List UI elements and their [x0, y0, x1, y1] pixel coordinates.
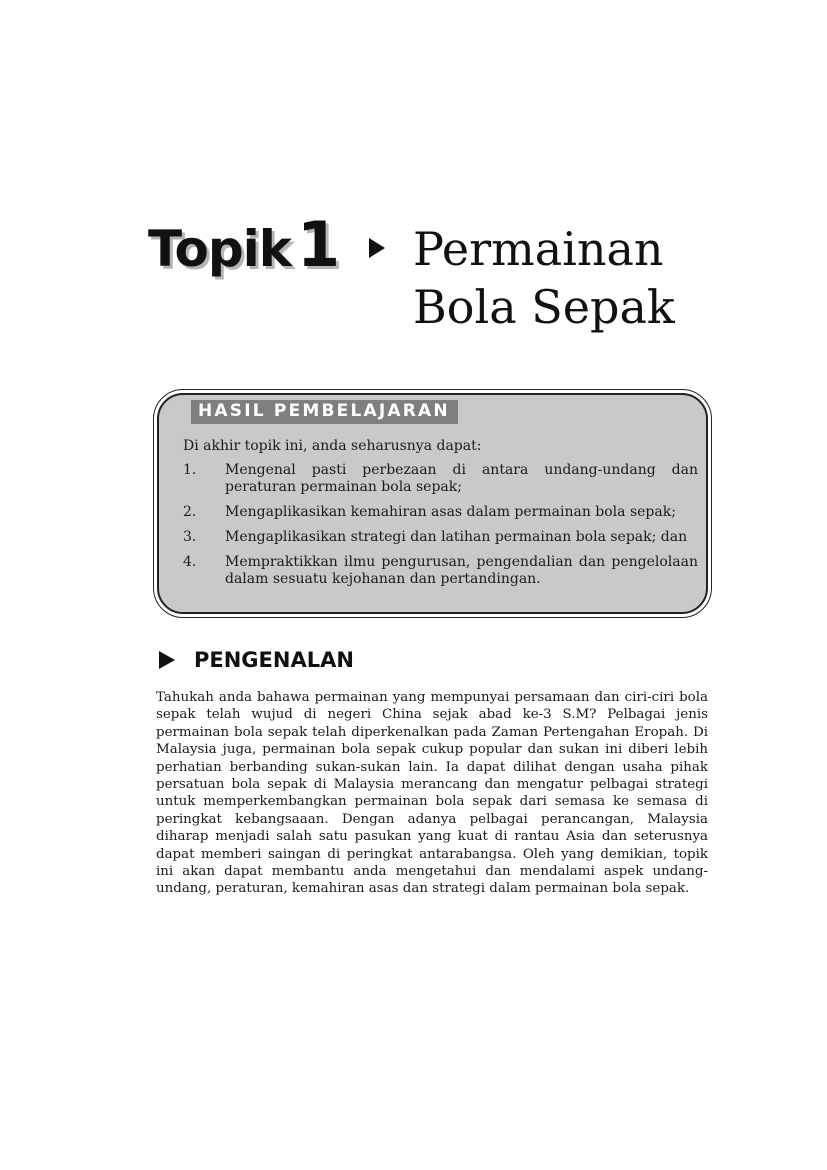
- list-item: [183, 462, 698, 496]
- section-title: PENGENALAN: [194, 648, 354, 672]
- list-item-text: Mengaplikasikan strategi dan latihan permainan bola sepak; dan: [225, 529, 688, 545]
- list-item-number: 3.: [183, 529, 197, 545]
- topic-label: [148, 208, 341, 281]
- learning-outcomes-intro: Di akhir topik ini, anda seharusnya dapat:: [183, 438, 482, 454]
- page-title-line-2: Bola Sepak: [413, 280, 675, 334]
- list-item-text: Mengaplikasikan kemahiran asas dalam permainan bola sepak;: [225, 504, 676, 520]
- list-item: [183, 504, 698, 521]
- learning-outcomes-panel: [157, 393, 708, 614]
- triangle-right-icon: [159, 651, 175, 669]
- intro-paragraph: Tahukah anda bahawa permainan yang mempunyai persamaan dan ciri-ciri bola sepak telah wujud di negeri China sejak abad ke-3 S.M? Pelbagai jenis permainan bola sepak telah diperkenalkan pada Zaman Pertengahan Eropah. Di Malaysia juga, permainan bola sepak cukup popular dan sukan ini diberi lebih perhatian berbanding sukan-sukan lain. Ia dapat dilihat dengan usaha pihak persatuan bola sepak di Malaysia merancang dan mengatur pelbagai strategi untuk memperkembangkan permainan bola sepak dari semasa ke semasa di peringkat kebangsaaan. Dengan adanya pelbagai perancangan, Malaysia diharap menjadi salah satu pasukan yang kuat di rantau Asia dan seterusnya dapat memberi saingan di peringkat antarabangsa. Oleh yang demikian, topik ini akan dapat membantu anda mengetahui dan mendalami aspek undang-undang, peraturan, kemahiran asas dan strategi dalam permainan bola sepak.: [156, 690, 708, 897]
- list-item: [183, 529, 698, 546]
- learning-outcomes-list: [183, 462, 698, 596]
- triangle-right-icon: [369, 238, 385, 258]
- list-item-text: Mengenal pasti perbezaan di antara undang-undang dan peraturan permainan bola sepak;: [225, 462, 698, 495]
- learning-outcomes-heading: HASIL PEMBELAJARAN: [191, 400, 458, 424]
- page-title-line-1: Permainan: [413, 222, 664, 276]
- list-item-number: 1.: [183, 462, 197, 478]
- list-item-number: 4.: [183, 554, 197, 570]
- learning-outcomes-box: [153, 389, 712, 618]
- topic-number: 1: [297, 208, 341, 281]
- page-title: [413, 220, 675, 336]
- list-item-number: 2.: [183, 504, 197, 520]
- list-item-text: Mempraktikkan ilmu pengurusan, pengendalian dan pengelolaan dalam sesuatu kejohanan dan pertandingan.: [225, 554, 698, 587]
- topic-word: Topik: [148, 220, 291, 278]
- list-item: [183, 554, 698, 588]
